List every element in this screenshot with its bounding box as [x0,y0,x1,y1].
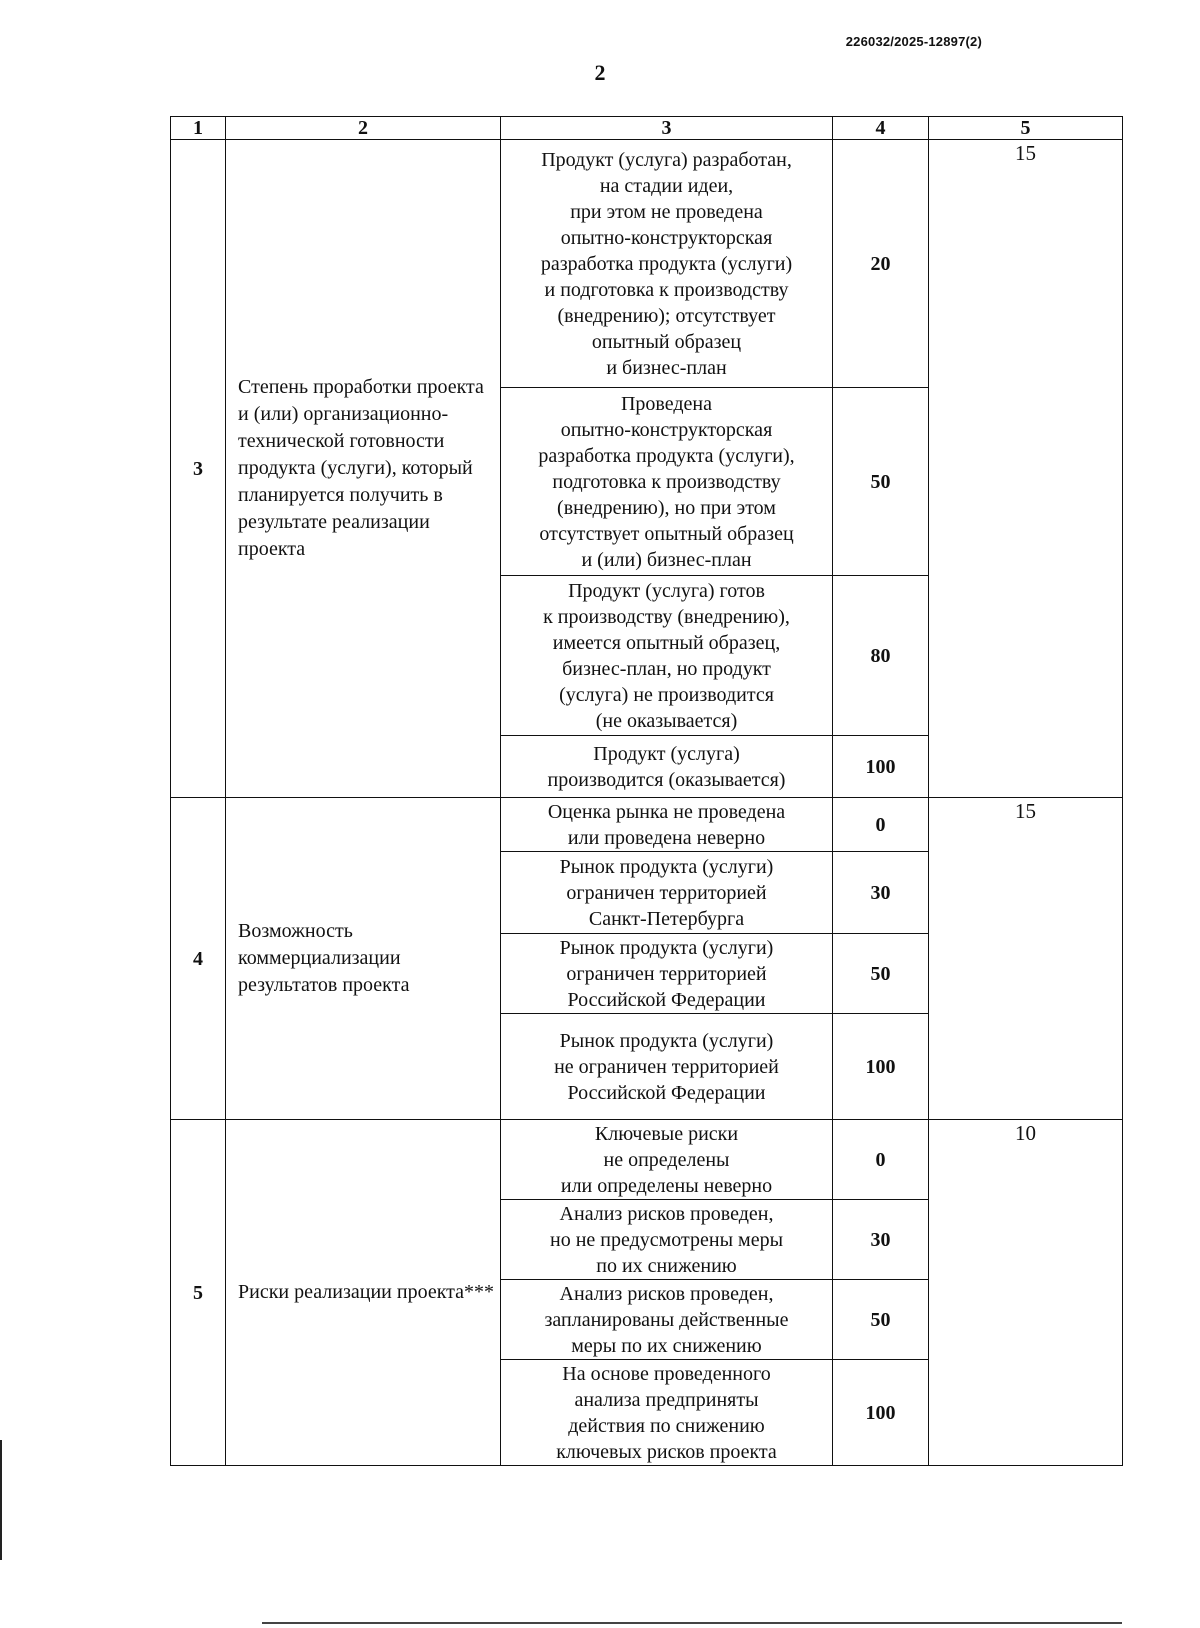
level-score: 80 [833,576,929,736]
document-id: 226032/2025-12897(2) [845,34,982,49]
level-description: Анализ рисков проведен, запланированы действенные меры по их снижению [501,1280,833,1360]
criterion-weight: 15 [929,140,1123,798]
criterion-number: 5 [171,1120,226,1466]
criterion-number: 4 [171,798,226,1120]
level-description: Продукт (услуга) производится (оказывается) [501,736,833,798]
level-description: Рынок продукта (услуги) ограничен территорией Санкт-Петербурга [501,852,833,934]
criterion-number: 3 [171,140,226,798]
level-score: 20 [833,140,929,388]
criterion-weight: 15 [929,798,1123,1120]
level-description: Продукт (услуга) готов к производству (внедрению), имеется опытный образец, бизнес-план, но продукт (услуга) не производится (не оказывается) [501,576,833,736]
criteria-table [170,116,1123,1466]
level-score: 30 [833,852,929,934]
level-description: На основе проведенного анализа предприняты действия по снижению ключевых рисков проекта [501,1360,833,1466]
level-description: Продукт (услуга) разработан, на стадии идеи, при этом не проведена опытно-конструкторская разработка продукта (услуги) и подготовка к производству (внедрению); отсутствует опытный образец и бизнес-план [501,140,833,388]
page-number: 2 [594,60,606,85]
level-description: Анализ рисков проведен, но не предусмотрены меры по их снижению [501,1200,833,1280]
table-row [171,1120,1123,1200]
level-score: 100 [833,1014,929,1120]
level-description: Ключевые риски не определены или определены неверно [501,1120,833,1200]
header-col-5: 5 [929,117,1123,140]
header-col-3: 3 [501,117,833,140]
header-col-1: 1 [171,117,226,140]
level-score: 30 [833,1200,929,1280]
level-score: 100 [833,1360,929,1466]
scan-edge-mark [0,1440,2,1560]
level-description: Оценка рынка не проведена или проведена неверно [501,798,833,852]
table-row [171,140,1123,388]
level-description: Рынок продукта (услуги) не ограничен территорией Российской Федерации [501,1014,833,1120]
criterion-name: Степень проработки проекта и (или) организационно-технической готовности продукта (услуги), который планируется получить в результате реализации проекта [226,140,501,798]
header-col-4: 4 [833,117,929,140]
level-score: 50 [833,388,929,576]
header-row [171,117,1123,140]
level-score: 50 [833,1280,929,1360]
table-row [171,798,1123,852]
level-description: Проведена опытно-конструкторская разработка продукта (услуги), подготовка к производству (внедрению), но при этом отсутствует опытный образец и (или) бизнес-план [501,388,833,576]
level-score: 50 [833,934,929,1014]
level-score: 0 [833,798,929,852]
criterion-weight: 10 [929,1120,1123,1466]
level-score: 0 [833,1120,929,1200]
criterion-name: Возможность коммерциализации результатов проекта [226,798,501,1120]
header-col-2: 2 [226,117,501,140]
scan-bottom-line [262,1622,1122,1624]
level-description: Рынок продукта (услуги) ограничен территорией Российской Федерации [501,934,833,1014]
criterion-name: Риски реализации проекта*** [226,1120,501,1466]
level-score: 100 [833,736,929,798]
